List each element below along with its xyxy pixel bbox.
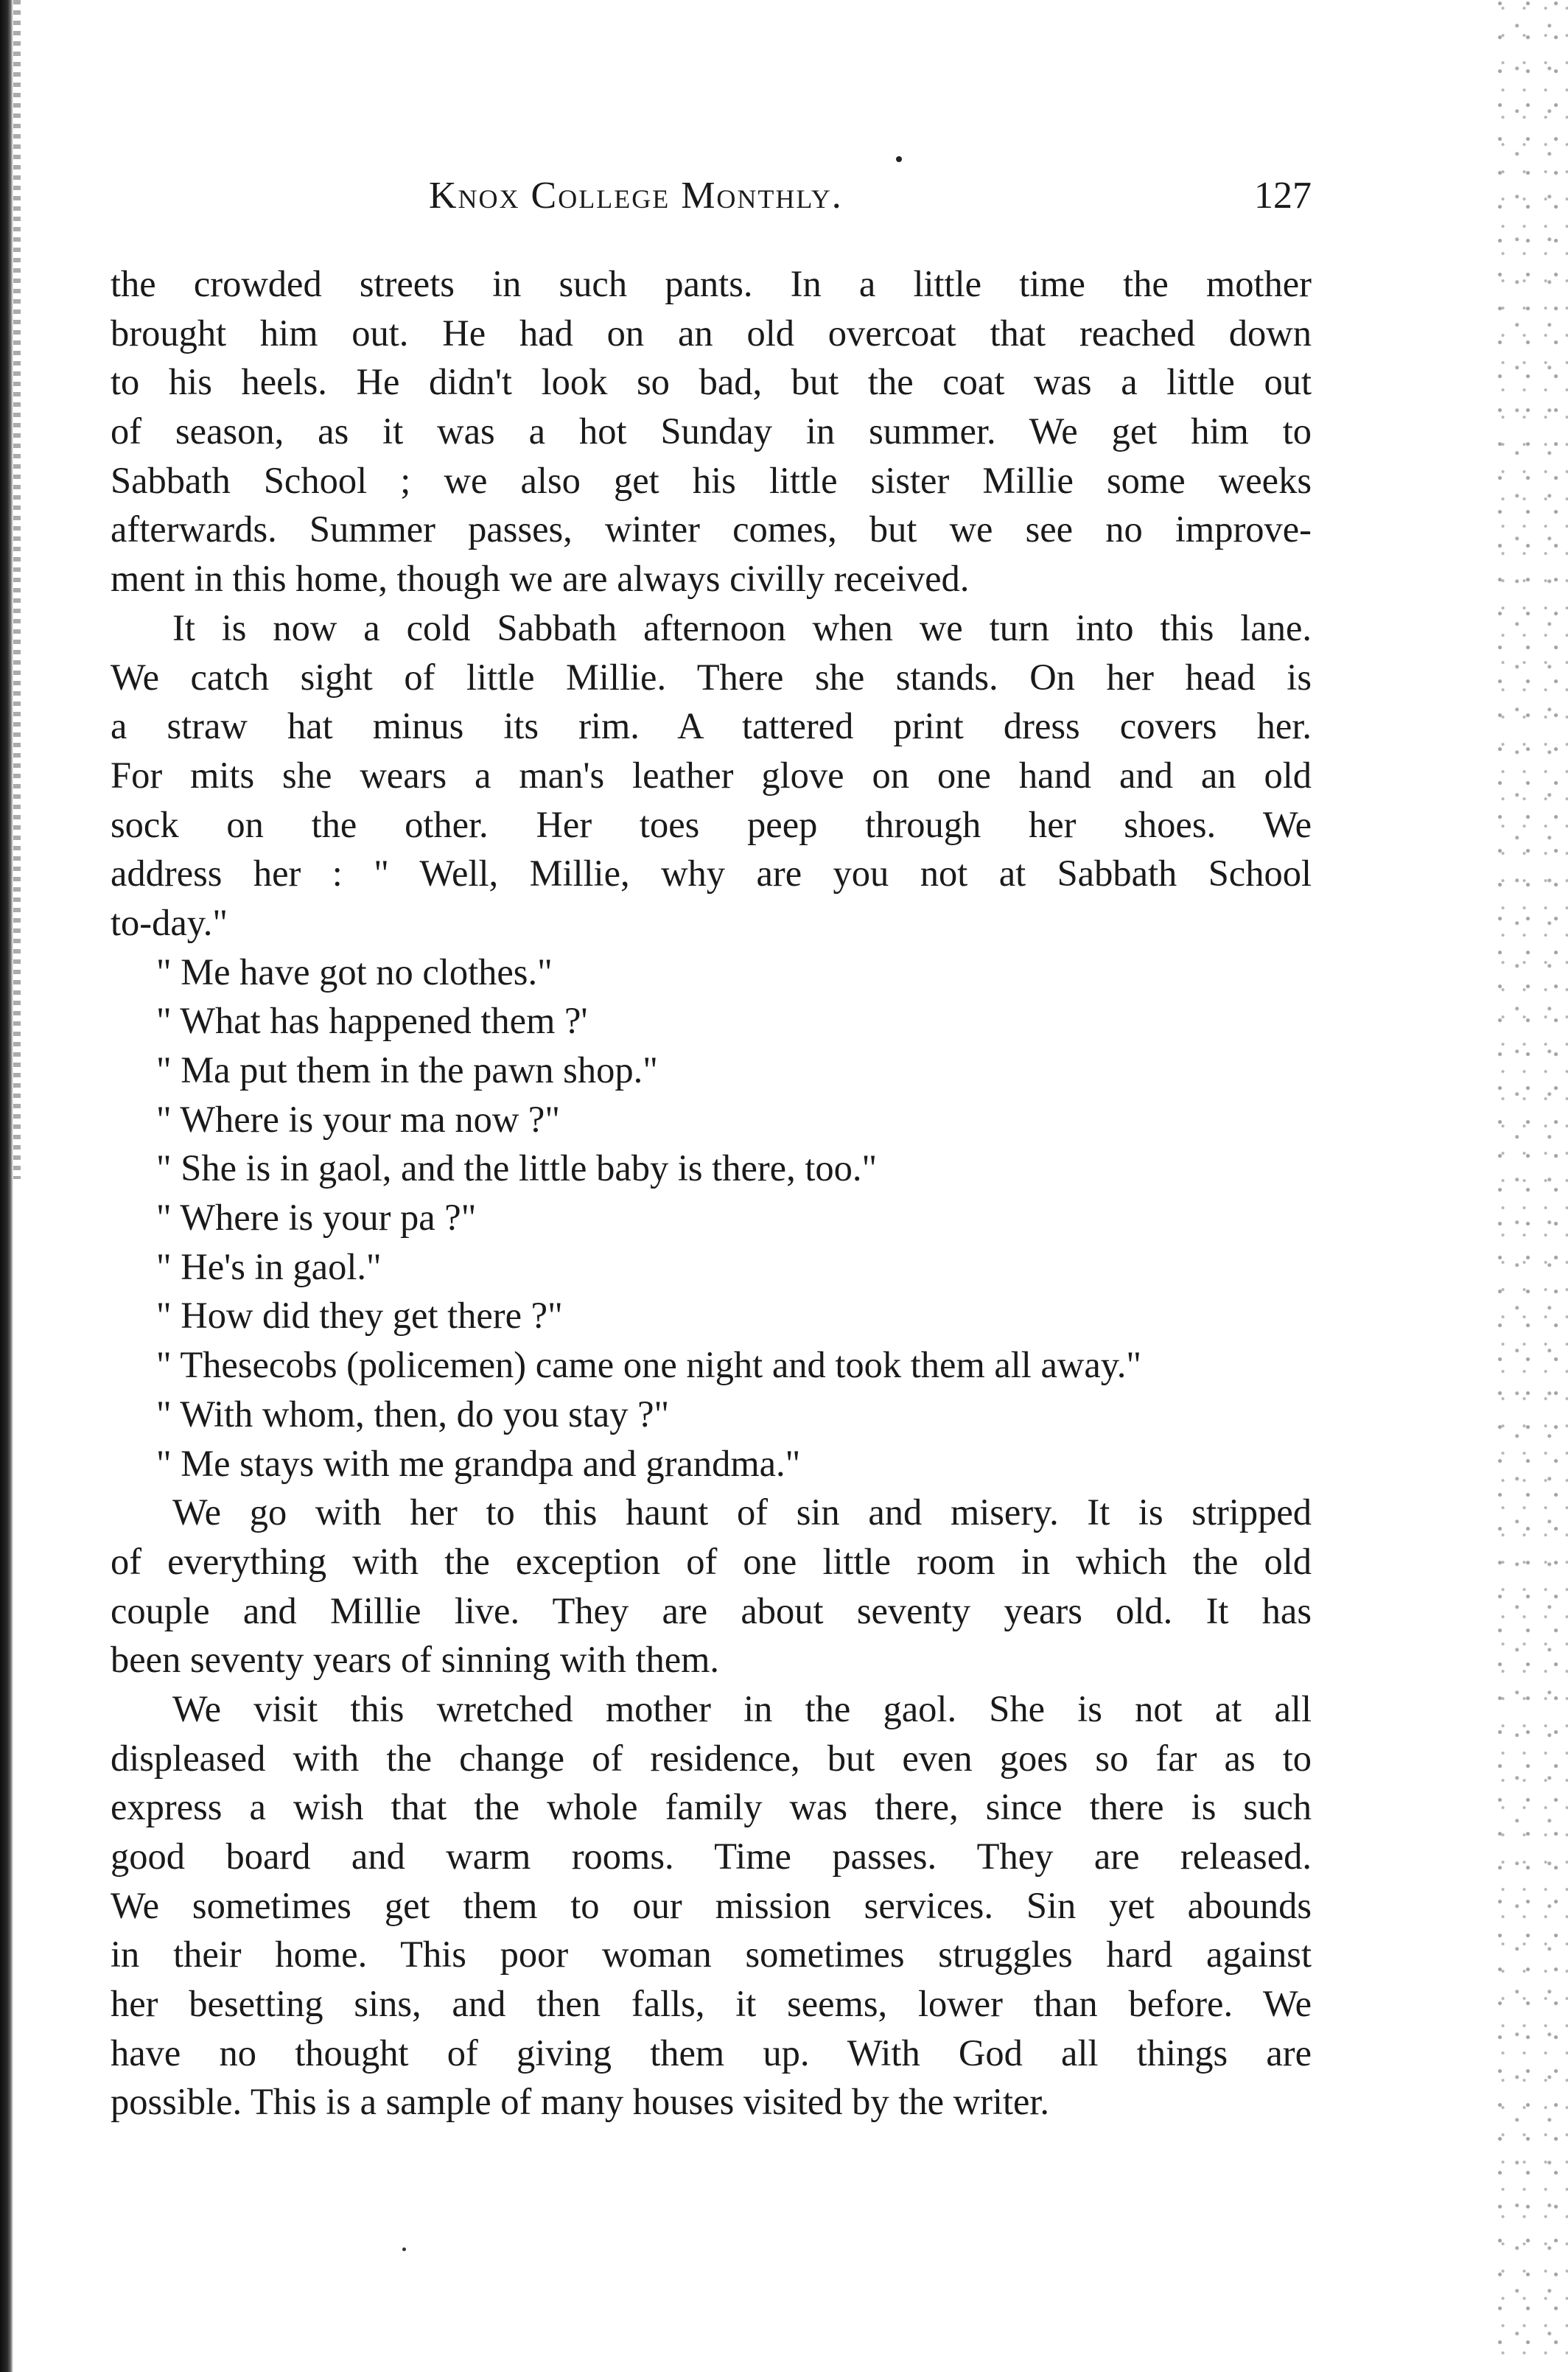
text-line: have no thought of giving them up. With God all things are [111, 2032, 1312, 2074]
text-line: We sometimes get them to our mission services. Sin yet abounds [111, 1884, 1312, 1926]
text-line: address her : " Well, Millie, why are you not at Sabbath School [111, 853, 1312, 895]
running-title: Knox College Monthly. [429, 175, 843, 217]
text-line: her besetting sins, and then falls, it seems, lower than before. We [111, 1983, 1312, 2025]
dialogue-line: " Ma put them in the pawn shop." [156, 1049, 658, 1091]
dialogue-line: " Thesecobs (policemen) came one night and took them all away." [156, 1344, 1141, 1386]
stray-ink-mark [402, 2247, 406, 2251]
body-text [111, 259, 1312, 2127]
text-line: couple and Millie live. They are about seventy years old. It has [111, 1589, 1312, 1631]
text-line: of season, as it was a hot Sunday in summer. We get him to [111, 410, 1312, 452]
text-line: It is now a cold Sabbath afternoon when we turn into this lane. [172, 606, 1312, 648]
text-line: possible. This is a sample of many houses visited by the writer. [111, 2081, 1050, 2123]
text-line: been seventy years of sinning with them. [111, 1639, 720, 1681]
text-line: of everything with the exception of one little room in which the old [111, 1540, 1312, 1582]
text-line: We catch sight of little Millie. There she stands. On her head is [111, 656, 1312, 698]
text-line: in their home. This poor woman sometimes struggles hard against [111, 1934, 1312, 1976]
dialogue-line: " With whom, then, do you stay ?" [156, 1393, 670, 1435]
text-line: For mits she wears a man's leather glove on one hand and an old [111, 754, 1312, 796]
dialogue-line: " Where is your pa ?" [156, 1197, 477, 1239]
text-line: express a wish that the whole family was there, since there is such [111, 1786, 1312, 1828]
dialogue-line: " What has happened them ?' [156, 1000, 588, 1042]
text-line: the crowded streets in such pants. In a little time the mother [111, 263, 1312, 304]
dialogue-line: " Where is your ma now ?" [156, 1098, 560, 1140]
text-line: ment in this home, though we are always civilly received. [111, 558, 970, 600]
text-line: We visit this wretched mother in the gaol. She is not at all [172, 1687, 1312, 1729]
page-edge-speckle [1494, 0, 1568, 2372]
binding-shadow [13, 0, 21, 1179]
text-line: displeased with the change of residence, but even goes so far as to [111, 1737, 1312, 1779]
dialogue-line: " Me stays with me grandpa and grandma." [156, 1442, 801, 1484]
dialogue-line: " He's in gaol." [156, 1245, 382, 1287]
page-number: 127 [1254, 175, 1312, 217]
text-line: We go with her to this haunt of sin and misery. It is stripped [172, 1491, 1312, 1533]
text-line: to-day." [111, 901, 228, 943]
text-line: good board and warm rooms. Time passes. They are released. [111, 1836, 1312, 1877]
binding-edge [0, 0, 13, 2372]
text-line: Sabbath School ; we also get his little sister Millie some weeks [111, 459, 1312, 501]
running-header [111, 174, 1312, 233]
dialogue-line: " Me have got no clothes." [156, 951, 553, 993]
dialogue-line: " She is in gaol, and the little baby is there, too." [156, 1147, 878, 1189]
header-ink-dot [896, 156, 902, 162]
dialogue-line: " How did they get there ?" [156, 1295, 563, 1337]
text-line: a straw hat minus its rim. A tattered print dress covers her. [111, 705, 1312, 747]
text-line: sock on the other. Her toes peep through her shoes. We [111, 803, 1312, 845]
text-line: afterwards. Summer passes, winter comes, but we see no improve- [111, 508, 1312, 550]
text-line: to his heels. He didn't look so bad, but the coat was a little out [111, 361, 1312, 403]
text-line: brought him out. He had on an old overcoat that reached down [111, 312, 1312, 354]
